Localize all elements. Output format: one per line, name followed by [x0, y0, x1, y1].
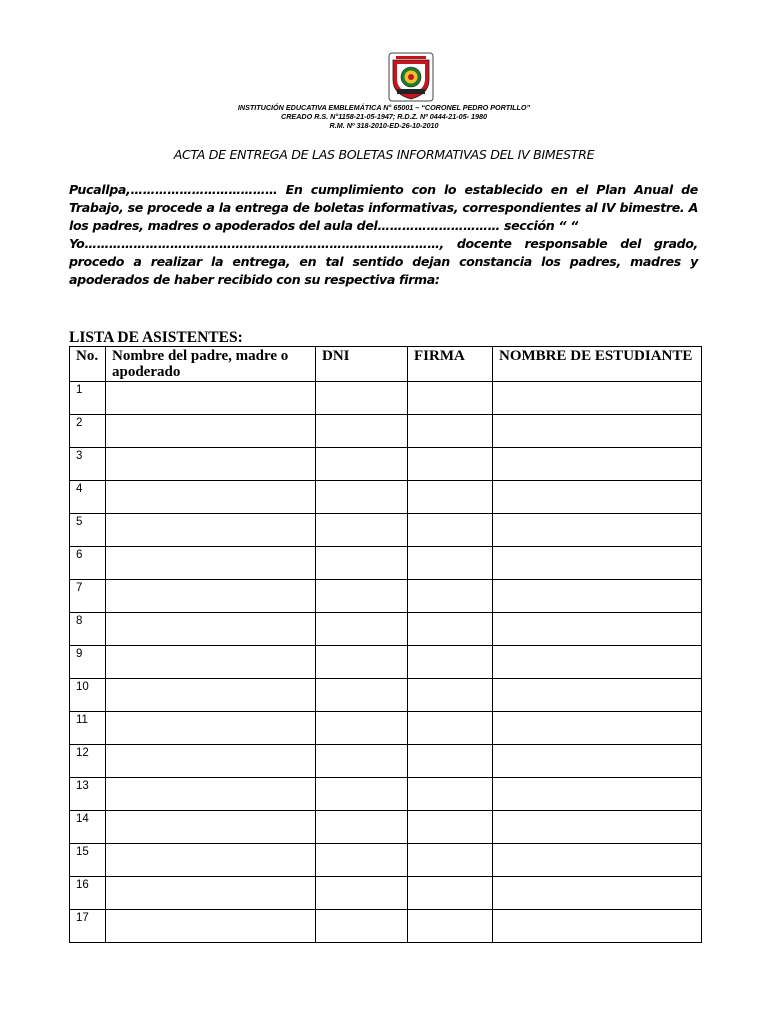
signature-cell[interactable] — [408, 844, 493, 877]
dni-cell[interactable] — [316, 580, 408, 613]
dni-cell[interactable] — [316, 481, 408, 514]
intro-paragraph: Pucallpa,……………………………… En cumplimiento con lo establecido en el Plan Anual de Trabajo, se procede a la entrega de boletas informativas, correspondientes al IV bimestre. A los padres, madres o apoderados del aula del………………………… sección “ “ — [69, 182, 698, 233]
student-name-cell[interactable] — [493, 778, 702, 811]
signature-cell[interactable] — [408, 679, 493, 712]
row-number: 8 — [70, 613, 106, 646]
signature-cell[interactable] — [408, 448, 493, 481]
signature-cell[interactable] — [408, 877, 493, 910]
parent-name-cell[interactable] — [106, 679, 316, 712]
creation-resolution: CREADO R.S. N°1158-21-05-1947; R.D.Z. Nº 0444-21-05- 1980 — [281, 112, 487, 121]
row-number: 10 — [70, 679, 106, 712]
column-header-signature: FIRMA — [408, 347, 493, 382]
ministerial-resolution: R.M. Nº 318-2010-ED-26-10-2010 — [329, 121, 439, 130]
dni-cell[interactable] — [316, 877, 408, 910]
dni-cell[interactable] — [316, 811, 408, 844]
signature-cell[interactable] — [408, 811, 493, 844]
row-number: 6 — [70, 547, 106, 580]
student-name-cell[interactable] — [493, 448, 702, 481]
table-row — [70, 547, 702, 580]
column-header-number: No. — [70, 347, 106, 382]
student-name-cell[interactable] — [493, 580, 702, 613]
row-number: 12 — [70, 745, 106, 778]
parent-name-cell[interactable] — [106, 910, 316, 943]
student-name-cell[interactable] — [493, 910, 702, 943]
table-row — [70, 877, 702, 910]
row-number: 9 — [70, 646, 106, 679]
dni-cell[interactable] — [316, 448, 408, 481]
parent-name-cell[interactable] — [106, 448, 316, 481]
row-number: 1 — [70, 382, 106, 415]
row-number: 3 — [70, 448, 106, 481]
table-row — [70, 514, 702, 547]
dni-cell[interactable] — [316, 382, 408, 415]
signature-cell[interactable] — [408, 778, 493, 811]
table-row — [70, 613, 702, 646]
dni-cell[interactable] — [316, 547, 408, 580]
institution-name: INSTITUCIÓN EDUCATIVA EMBLEMÁTICA N° 65001 – “CORONEL PEDRO PORTILLO” — [237, 103, 531, 112]
signature-cell[interactable] — [408, 514, 493, 547]
table-row — [70, 679, 702, 712]
attendees-table-body — [70, 382, 702, 943]
column-header-parent-name: Nombre del padre, madre o apoderado — [106, 347, 316, 382]
row-number: 5 — [70, 514, 106, 547]
document-title: ACTA DE ENTREGA DE LAS BOLETAS INFORMATIVAS DEL IV BIMESTRE — [173, 147, 595, 162]
parent-name-cell[interactable] — [106, 613, 316, 646]
column-header-dni: DNI — [316, 347, 408, 382]
student-name-cell[interactable] — [493, 547, 702, 580]
attendees-list-title: LISTA DE ASISTENTES: — [69, 329, 243, 346]
student-name-cell[interactable] — [493, 613, 702, 646]
parent-name-cell[interactable] — [106, 481, 316, 514]
parent-name-cell[interactable] — [106, 778, 316, 811]
parent-name-cell[interactable] — [106, 844, 316, 877]
signature-cell[interactable] — [408, 712, 493, 745]
attendees-table — [69, 346, 702, 943]
student-name-cell[interactable] — [493, 844, 702, 877]
parent-name-cell[interactable] — [106, 877, 316, 910]
signature-cell[interactable] — [408, 382, 493, 415]
dni-cell[interactable] — [316, 778, 408, 811]
student-name-cell[interactable] — [493, 811, 702, 844]
parent-name-cell[interactable] — [106, 514, 316, 547]
row-number: 14 — [70, 811, 106, 844]
row-number: 16 — [70, 877, 106, 910]
signature-cell[interactable] — [408, 745, 493, 778]
signature-cell[interactable] — [408, 910, 493, 943]
row-number: 4 — [70, 481, 106, 514]
parent-name-cell[interactable] — [106, 382, 316, 415]
table-row — [70, 580, 702, 613]
row-number: 13 — [70, 778, 106, 811]
dni-cell[interactable] — [316, 745, 408, 778]
parent-name-cell[interactable] — [106, 646, 316, 679]
table-row — [70, 778, 702, 811]
row-number: 11 — [70, 712, 106, 745]
signature-cell[interactable] — [408, 646, 493, 679]
row-number: 2 — [70, 415, 106, 448]
signature-cell[interactable] — [408, 547, 493, 580]
table-row — [70, 745, 702, 778]
table-row — [70, 481, 702, 514]
dni-cell[interactable] — [316, 712, 408, 745]
student-name-cell[interactable] — [493, 745, 702, 778]
dni-cell[interactable] — [316, 514, 408, 547]
dni-cell[interactable] — [316, 844, 408, 877]
table-row — [70, 910, 702, 943]
school-crest-logo — [388, 52, 434, 102]
table-row — [70, 646, 702, 679]
table-row — [70, 811, 702, 844]
student-name-cell[interactable] — [493, 514, 702, 547]
column-header-student-name: NOMBRE DE ESTUDIANTE — [493, 347, 702, 382]
parent-name-cell[interactable] — [106, 415, 316, 448]
row-number: 17 — [70, 910, 106, 943]
student-name-cell[interactable] — [493, 646, 702, 679]
dni-cell[interactable] — [316, 646, 408, 679]
parent-name-cell[interactable] — [106, 811, 316, 844]
student-name-cell[interactable] — [493, 415, 702, 448]
student-name-cell[interactable] — [493, 481, 702, 514]
signature-cell[interactable] — [408, 580, 493, 613]
table-header-row — [70, 347, 702, 382]
parent-name-cell[interactable] — [106, 547, 316, 580]
signature-cell[interactable] — [408, 481, 493, 514]
parent-name-cell[interactable] — [106, 745, 316, 778]
student-name-cell[interactable] — [493, 382, 702, 415]
table-row — [70, 844, 702, 877]
dni-cell[interactable] — [316, 679, 408, 712]
student-name-cell[interactable] — [493, 877, 702, 910]
student-name-cell[interactable] — [493, 679, 702, 712]
dni-cell[interactable] — [316, 910, 408, 943]
signature-cell[interactable] — [408, 613, 493, 646]
signature-cell[interactable] — [408, 415, 493, 448]
table-row — [70, 382, 702, 415]
row-number: 15 — [70, 844, 106, 877]
dni-cell[interactable] — [316, 415, 408, 448]
row-number: 7 — [70, 580, 106, 613]
table-row — [70, 712, 702, 745]
parent-name-cell[interactable] — [106, 712, 316, 745]
student-name-cell[interactable] — [493, 712, 702, 745]
dni-cell[interactable] — [316, 613, 408, 646]
teacher-paragraph: Yo……………………………………………………………………………, docente responsable del grado, procedo a realizar la entrega, en tal sentido dejan constancia los padres, madres y apoderados de haber recibido con su respectiva firma: — [69, 236, 698, 287]
table-row — [70, 448, 702, 481]
table-row — [70, 415, 702, 448]
parent-name-cell[interactable] — [106, 580, 316, 613]
